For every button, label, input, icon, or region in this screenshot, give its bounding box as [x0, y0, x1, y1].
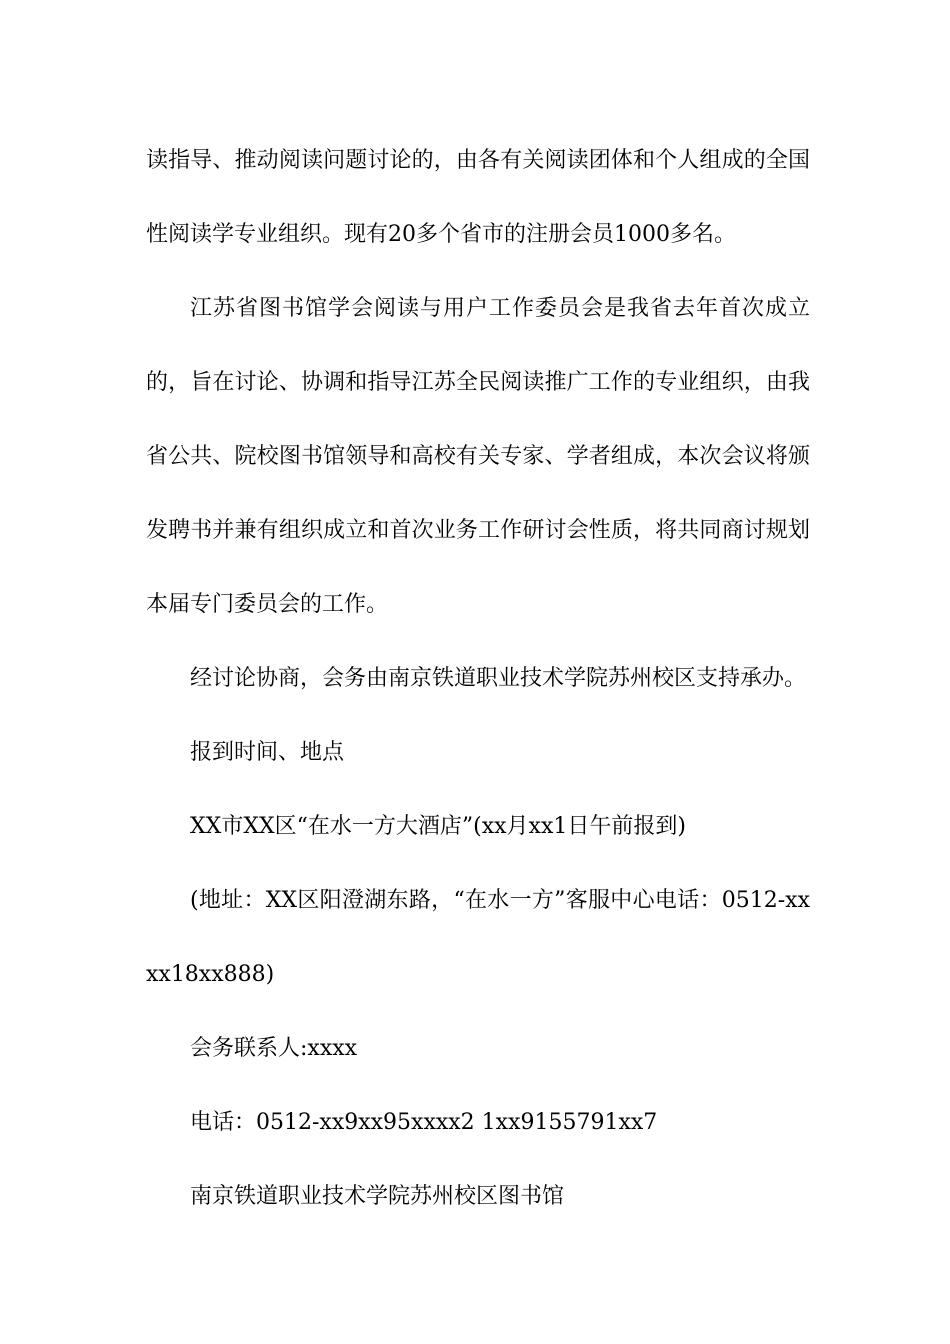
paragraph-phone: 电话：0512-xx9xx95xxxx2 1xx9155791xx7: [190, 1110, 658, 1135]
document-body: [146, 124, 810, 1234]
paragraph-host: 经讨论协商，会务由南京铁道职业技术学院苏州校区支持承办。: [190, 666, 807, 691]
paragraph-venue: XX市XX区“在水一方大酒店”(xx月xx1日午前报到): [190, 814, 686, 839]
paragraph-organization: 南京铁道职业技术学院苏州校区图书馆: [190, 1184, 565, 1209]
section-heading-registration: 报到时间、地点: [190, 740, 345, 765]
paragraph-continued-intro: 读指导、推动阅读问题讨论的，由各有关阅读团体和个人组成的全国性阅读学专业组织。现有20多个省市的注册会员1000多名。: [146, 148, 810, 247]
paragraph-address: (地址：XX区阳澄湖东路，“在水一方”客服中心电话：0512-xxxx18xx888): [146, 888, 810, 987]
paragraph-contact-person: 会务联系人:xxxx: [190, 1036, 358, 1061]
paragraph-committee-description: 江苏省图书馆学会阅读与用户工作委员会是我省去年首次成立的，旨在讨论、协调和指导江苏全民阅读推广工作的专业组织，由我省公共、院校图书馆领导和高校有关专家、学者组成，本次会议将颁发聘书并兼有组织成立和首次业务工作研讨会性质，将共同商讨规划本届专门委员会的工作。: [146, 296, 810, 617]
